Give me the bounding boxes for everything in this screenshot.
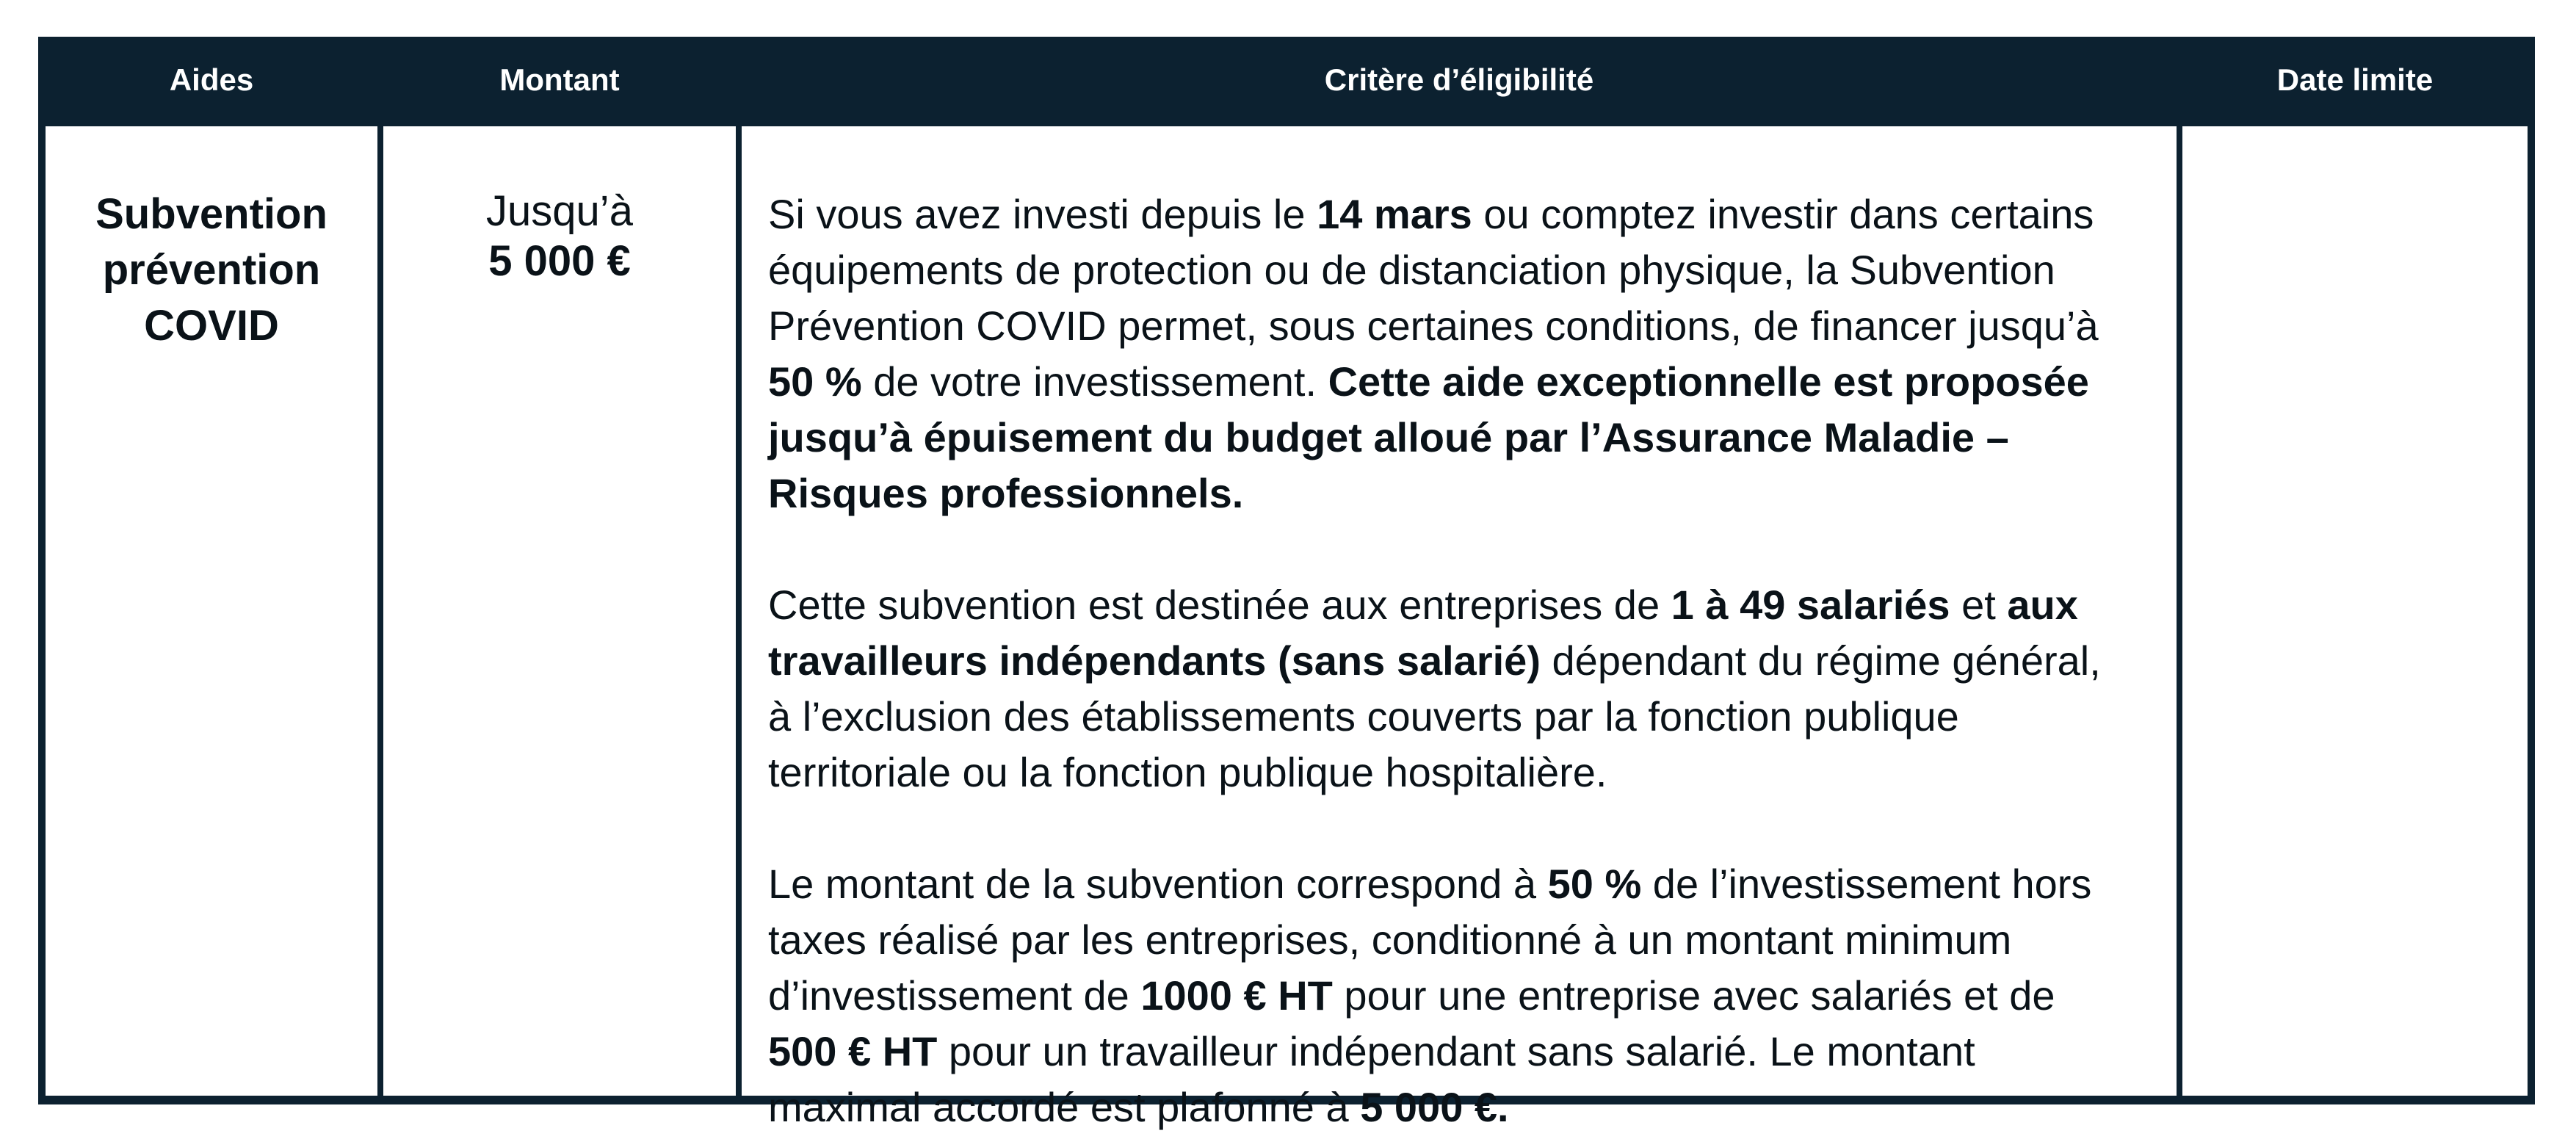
text-span: et (1950, 582, 2008, 628)
eligibility-paragraph-1 (768, 187, 2115, 521)
text-span: de l’investissement hors taxes réalisé par les entreprises, conditionné à un montant minimum d’investissement de (768, 861, 2092, 1019)
header-critere: Critère d’éligibilité (1324, 62, 1594, 97)
bold-span: 50 % (1547, 861, 1642, 907)
bold-span: aux travailleurs indépendants (sans salarié) (768, 582, 2078, 684)
text-span: dépendant du régime général, à l’exclusion des établissements couverts par la fonction publique territoriale ou la fonction publique hospitalière. (768, 637, 2101, 795)
text-span: pour une entreprise avec salariés et de (1332, 972, 2055, 1019)
bold-span: 5 000 €. (1360, 1084, 1509, 1130)
cell-critere (742, 126, 2177, 1130)
bold-span: Cette aide exceptionnelle est proposée jusqu’à épuisement du budget alloué par l’Assurance Maladie – Risques professionnels. (768, 358, 2089, 516)
eligibility-text (742, 126, 2132, 1135)
cell-date-limite (2182, 126, 2528, 1096)
cell-montant (383, 126, 736, 1096)
text-span: pour un travailleur indépendant sans salarié. Le montant maximal accordé est plafonné à (768, 1028, 1975, 1130)
text-span: de votre investissement. (861, 358, 1328, 405)
bold-span: 14 mars (1317, 191, 1472, 237)
table-header-row (38, 37, 2535, 123)
text-span: Cette subvention est destinée aux entreprises de (768, 582, 1671, 628)
aid-table (38, 37, 2535, 1130)
header-aides: Aides (169, 62, 254, 97)
aid-name: Subvention prévention COVID (95, 190, 328, 350)
eligibility-paragraph-3 (768, 856, 2115, 1135)
amount-prefix: Jusqu’à (486, 187, 633, 235)
eligibility-paragraph-2 (768, 577, 2115, 800)
bold-span: 500 € HT (768, 1028, 938, 1074)
bold-span: 50 % (768, 358, 862, 405)
amount-value: 5 000 € (488, 237, 631, 285)
cell-aides (46, 126, 377, 1096)
header-montant: Montant (499, 62, 620, 97)
text-span: Le montant de la subvention correspond à (768, 861, 1548, 907)
header-date-limite: Date limite (2276, 62, 2434, 97)
bold-span: 1 à 49 salariés (1671, 582, 1950, 628)
bold-span: 1000 € HT (1140, 972, 1333, 1019)
text-span: Si vous avez investi depuis le (768, 191, 1317, 237)
text-span: ou comptez investir dans certains équipements de protection ou de distanciation physique, la Subvention Prévention COVID permet, sous certaines conditions, de financer jusqu’à (768, 191, 2099, 349)
